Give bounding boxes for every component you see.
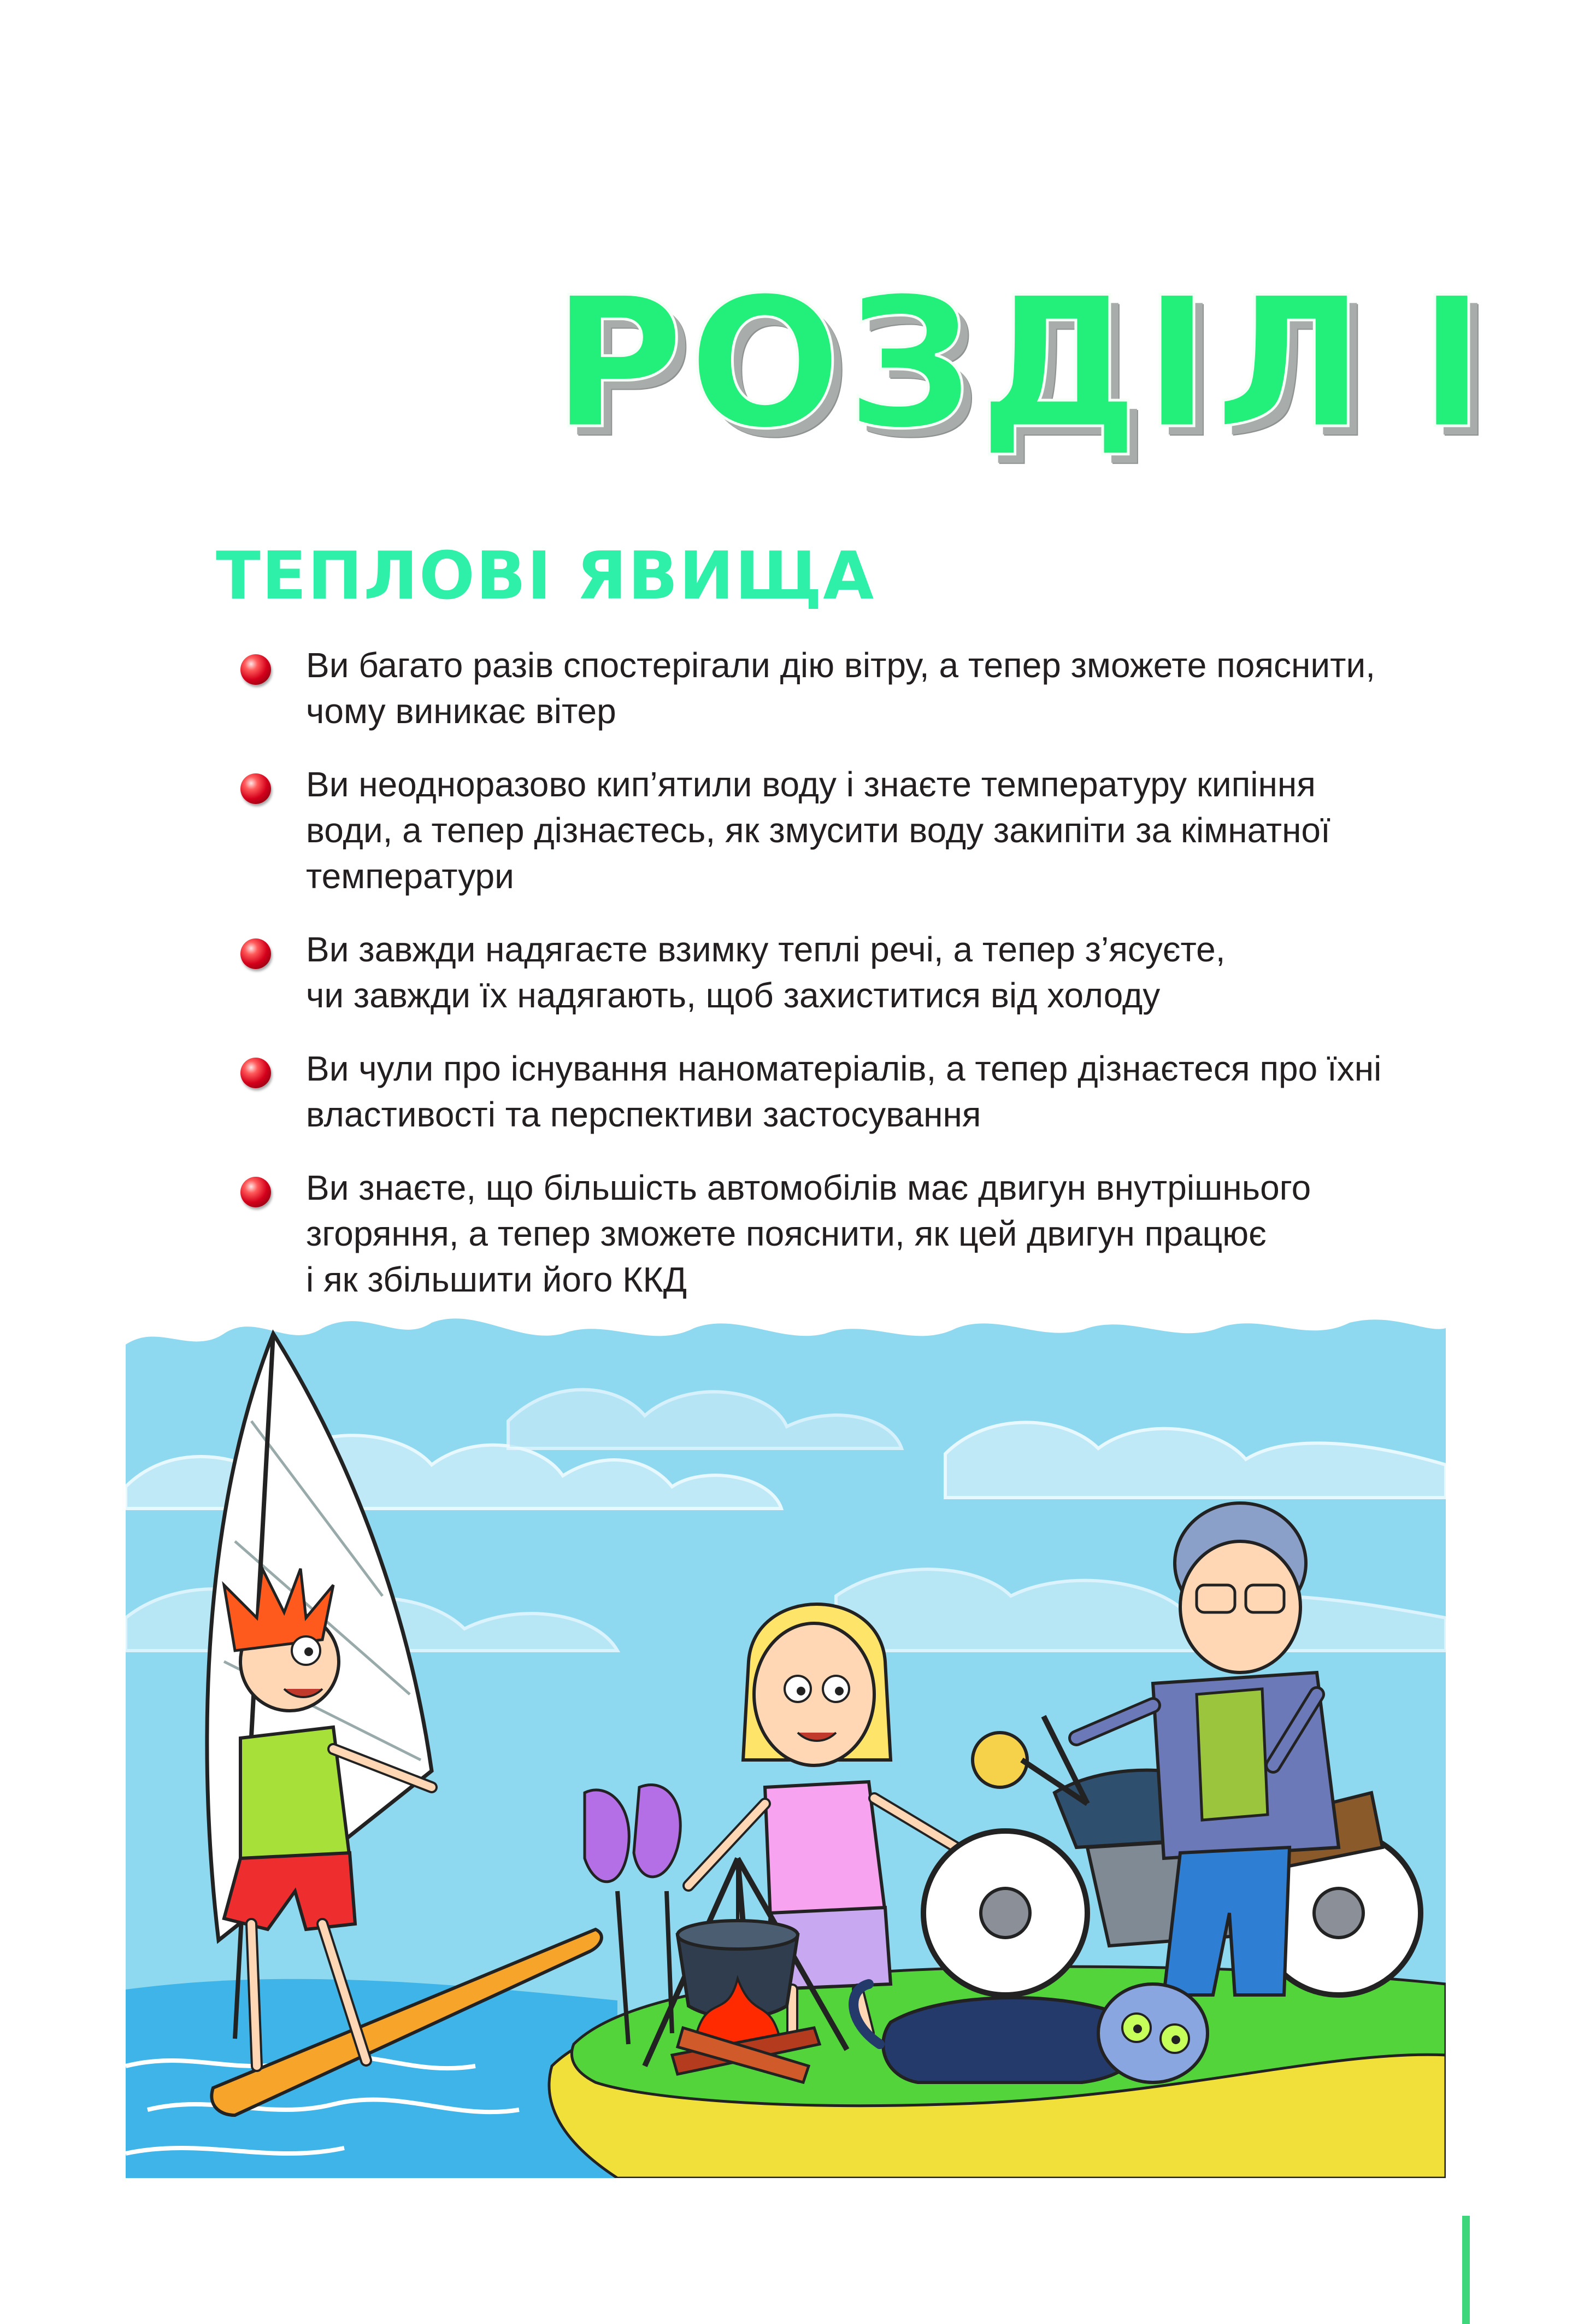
bullet-ball-icon <box>240 773 271 804</box>
list-item-text: Ви знаєте, що більшість автомобілів має двигун внутрішнього згоряння, а тепер зможете пояснити, як цей двигун працює і як збільшити його ККД <box>306 1168 1311 1299</box>
list-item <box>235 1046 1437 1137</box>
chapter-title <box>552 259 1490 468</box>
bullet-list <box>235 642 1437 1330</box>
list-item-text: Ви завжди надягаєте взимку теплі речі, а тепер з’ясуєте, чи завжди їх надягають, щоб захиститися від холоду <box>306 930 1226 1015</box>
bullet-ball-icon <box>240 654 271 685</box>
bullet-ball-icon <box>240 938 271 969</box>
list-item <box>235 926 1437 1018</box>
list-item <box>235 761 1437 899</box>
bullet-ball-icon <box>240 1177 271 1207</box>
list-item-text: Ви чули про існування наноматеріалів, а тепер дізнаєтеся про їхні властивості та перспективи застосування <box>306 1049 1382 1134</box>
bullet-ball-icon <box>240 1058 271 1088</box>
page-edge-bar <box>1462 2216 1470 2324</box>
chapter-number: I <box>1418 259 1490 468</box>
list-item-text: Ви неодноразово кип’ятили воду і знаєте температуру кипіння води, а тепер дізнаєтесь, як змусити воду закипіти за кімнатної температури <box>306 765 1330 896</box>
list-item-text: Ви багато разів спостерігали дію вітру, а тепер зможете пояснити, чому виникає вітер <box>306 645 1375 731</box>
chapter-illustration <box>126 1312 1446 2178</box>
list-item <box>235 642 1437 734</box>
chapter-word: РОЗДІЛ <box>552 259 1369 468</box>
list-item <box>235 1165 1437 1302</box>
section-title: ТЕПЛОВІ ЯВИЩА <box>216 538 875 614</box>
